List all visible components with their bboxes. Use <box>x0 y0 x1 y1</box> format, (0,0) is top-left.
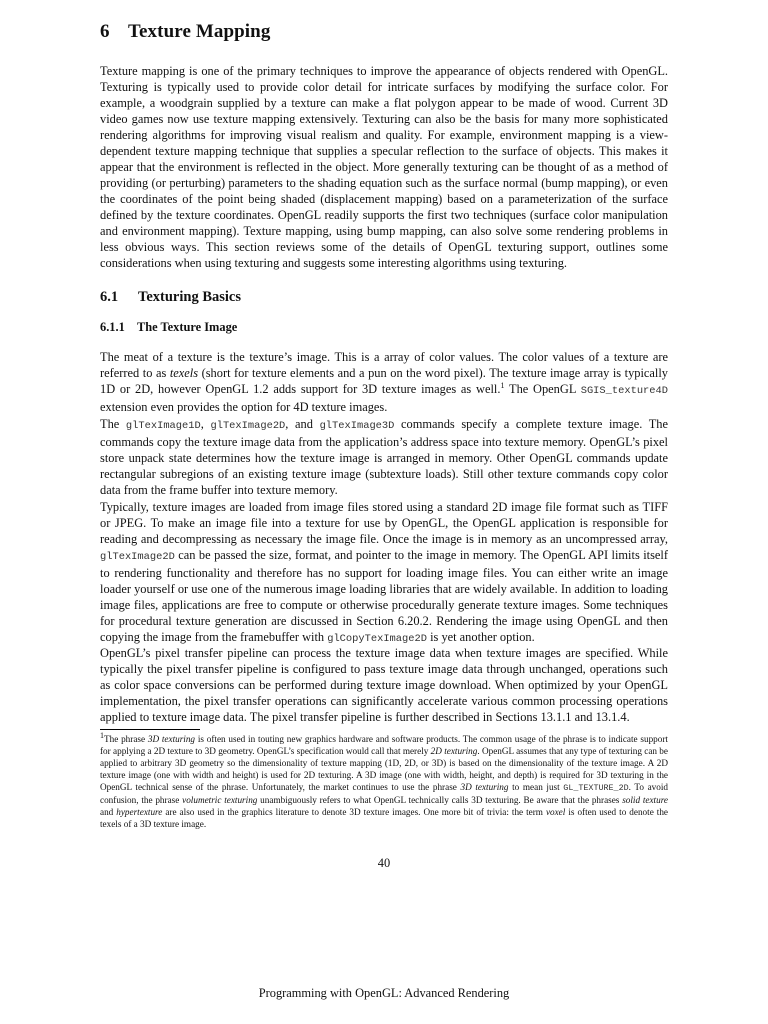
text-run: are also used in the graphics literature to denote 3D texture images. One more bit of trivia: the term <box>162 807 546 817</box>
text-run: . OpenGL assumes that any type of texturing can be applied to arbitrary 3D geometry so the dimensionality of texture mapping (1D, 2D, or 3D) is based on the dimensionality of the texture image. A 2D texture image (one with width and height) is used for 2D texturing. A 3D image (one with width, height, and depth) is required for 3D texturing in the OpenGL technical sense of the phrase. Unfortunately, the market continues to use the phrase <box>100 746 668 792</box>
footnote-divider <box>100 729 200 730</box>
text-run: can be passed the size, format, and pointer to the image in memory. The OpenGL API limits itself to rendering functionality and therefore has no support for loading image files. You can either write an image loader yourself or use one of the numerous image loading libraries that are widely available. In addition to loading image files, applications are free to compute or otherwise procedurally generate texture images. Some techniques for procedural texture generation are discussed in Section 6.20.2. Rendering the image using OpenGL and then copying the image from the framebuffer with <box>100 548 668 644</box>
subsection-title: The Texture Image <box>137 320 238 334</box>
italic-term: voxel <box>545 807 566 817</box>
chapter-title: Texture Mapping <box>128 21 271 42</box>
running-footer: Programming with OpenGL: Advanced Rendering <box>258 986 510 1000</box>
footnote <box>100 730 669 830</box>
footnote-number: 1 <box>100 730 104 740</box>
text-run: commands specify a complete texture image. The commands copy the texture image data from the application’s address space into texture memory. OpenGL’s pixel store unpack state determines how the texture image is arranged in memory. Other OpenGL commands update rectangular subregions of an existing texture image (subtexture loads). Still other texture commands copy color data from the frame buffer into texture memory. <box>100 417 669 497</box>
code-glteximage2d: glTexImage2D <box>210 420 286 432</box>
text-run: is often used in touting new graphics hardware and software products. The common usage of the phrase is to indicate support for applying a 2D texture to 3D geometry. OpenGL’s specification would call that merely <box>100 734 668 756</box>
section-title: Texturing Basics <box>138 289 241 305</box>
subsection-heading <box>100 320 237 335</box>
italic-term: 3D texturing <box>460 782 509 792</box>
code-glteximage2d: glTexImage2D <box>100 551 175 563</box>
text-run: , <box>200 417 211 431</box>
paragraph-texture-image <box>100 349 668 415</box>
paragraph-pixel-transfer: OpenGL’s pixel transfer pipeline can process the texture image data when texture images are specified. While typically the pixel transfer pipeline is configured to pass texture image data through unchanged, operations such as color space conversions can be performed during texture image download. When optimized by your OpenGL implementation, the pixel transfer operations can significantly accelerate various common processing operations applied to texture image data. The pixel transfer pipeline is further described in Sections 13.1.1 and 13.1.4. <box>100 646 668 724</box>
text-run: unambiguously refers to what OpenGL technically calls 3D texturing. Be aware that the phrases <box>257 795 623 805</box>
text-run: The <box>100 417 126 431</box>
text-run: and <box>100 807 117 817</box>
text-run: . To avoid confusion, the phrase <box>100 782 668 805</box>
code-gl-texture-2d: GL_TEXTURE_2D <box>563 783 629 793</box>
italic-term: 2D texturing <box>430 746 478 756</box>
text-run: extension even provides the option for 4D texture images. <box>100 400 388 414</box>
section-number: 6.1 <box>100 289 119 305</box>
text-run: to mean just <box>508 782 564 792</box>
intro-paragraph: Texture mapping is one of the primary techniques to improve the appearance of objects rendered with OpenGL. Texturing is typically used to provide color detail for intricate surfaces by modifying the surface color. For example, a woodgrain supplied by a texture can make a flat polygon appear to be made of wood. Current 3D video games now use texture mapping extensively. Texturing can also be the basis for many more sophisticated rendering algorithms for improving visual realism and quality. For example, environment mapping is a view-dependent texture mapping technique that supplies a specular reflection to the surface of objects. This makes it appear that the environment is reflected in the object. More generally texturing can be thought of as a method of providing (or perturbing) parameters to the shading equation such as the surface normal (bump mapping), or even the coordinates of the point being shaded (displacement mapping) based on a parameterization of the surface defined by the texture coordinates. OpenGL readily supports the first two techniques (surface color manipulation and environment mapping). Texture mapping, using bump mapping, can also solve some rendering problems in less obvious ways. This section reviews some of the details of OpenGL texturing support, outlines some considerations when using texturing and suggests some interesting algorithms using texturing. <box>100 64 668 270</box>
term-texels: texels <box>169 366 199 380</box>
text-run: (short for texture elements and a pun on the word pixel). The texture image array is typically 1D or 2D, however OpenGL 1.2 adds support for 3D texture images as well. <box>100 366 668 396</box>
italic-term: solid texture <box>622 795 669 805</box>
page-number: 40 <box>377 856 391 870</box>
paragraph-teximage-commands <box>100 416 668 498</box>
italic-term: 3D texturing <box>147 734 196 744</box>
paragraph-image-loading <box>100 499 668 647</box>
text-run: The meat of a texture is the texture’s image. This is a array of color values. The color values of a texture are referred to as <box>100 350 668 380</box>
section-heading <box>100 289 241 306</box>
subsection-number: 6.1.1 <box>100 320 125 334</box>
chapter-number: 6 <box>100 21 110 42</box>
text-run: is often used to denote the texels of a 3D texture image. <box>100 807 668 829</box>
text-run: The OpenGL <box>504 382 581 396</box>
italic-term: volumetric texturing <box>182 795 258 805</box>
text-run: , and <box>285 417 320 431</box>
italic-term: hypertexture <box>116 807 163 817</box>
code-glteximage1d: glTexImage1D <box>125 420 201 432</box>
text-run: The phrase <box>104 734 148 744</box>
code-glteximage3d: glTexImage3D <box>319 420 395 432</box>
code-glcopyteximage2d: glCopyTexImage2D <box>327 633 427 645</box>
text-run: Typically, texture images are loaded from image files stored using a standard 2D image file format such as TIFF or JPEG. To make an image file into a texture for use by OpenGL, the OpenGL application is responsible for reading and decompressing as necessary the image file. Once the image is in memory as an uncompressed array, <box>100 500 668 546</box>
chapter-heading <box>100 21 270 43</box>
footnote-marker[interactable]: 1 <box>500 380 505 390</box>
code-sgis-texture4d: SGIS_texture4D <box>580 385 668 397</box>
text-run: is yet another option. <box>426 630 535 644</box>
